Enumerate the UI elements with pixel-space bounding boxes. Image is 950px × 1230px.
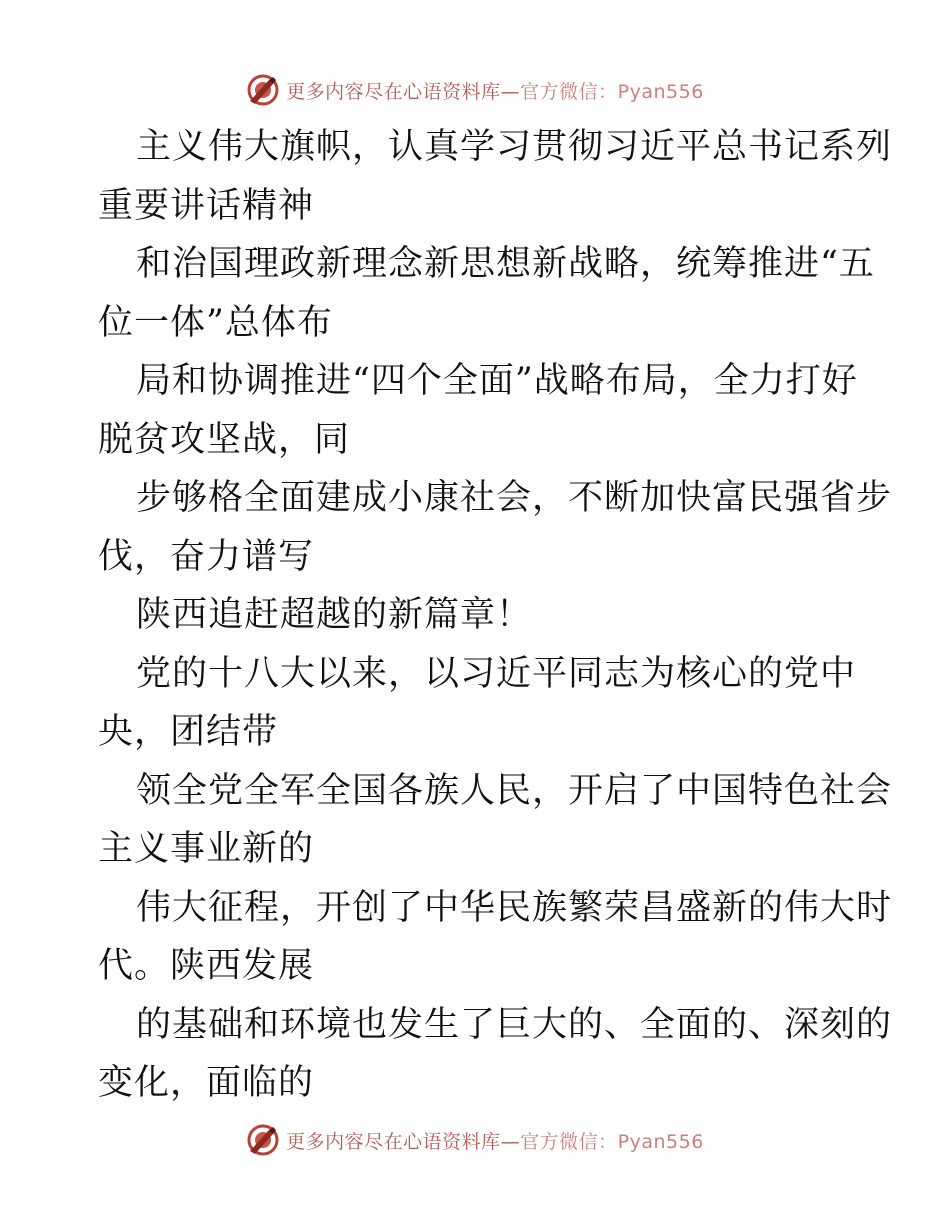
text-line: 主义事业新的 xyxy=(98,829,315,869)
header-watermark xyxy=(0,70,950,110)
watermark-text xyxy=(286,77,704,104)
pen-logo-icon xyxy=(246,73,280,107)
text-line: 重要讲话精神 xyxy=(98,185,315,226)
text-line: 伟大征程，开创了中华民族繁荣昌盛新的伟大时 xyxy=(136,887,893,928)
footer-watermark xyxy=(0,1120,950,1160)
text-line: 脱贫攻坚战，同 xyxy=(98,419,351,460)
watermark-brand: 更多内容尽在心语资料库— xyxy=(286,80,521,103)
pen-logo-icon xyxy=(246,1123,280,1157)
text-line: 局和协调推进“四个全面”战略布局，全力打好 xyxy=(136,361,858,401)
text-line: 伐，奋力谱写 xyxy=(98,536,315,577)
text-line: 和治国理政新理念新思想新战略，统筹推进“五 xyxy=(136,244,875,284)
watermark-wechat: 官方微信：Pyan556 xyxy=(520,80,704,103)
text-line: 主义伟大旗帜，认真学习贯彻习近平总书记系列 xyxy=(136,127,893,167)
watermark-text xyxy=(286,1127,704,1154)
text-line: 陕西追赶超越的新篇章！ xyxy=(136,595,533,635)
document-body xyxy=(98,118,893,1113)
text-line: 的基础和环境也发生了巨大的、全面的、深刻的 xyxy=(136,1004,893,1045)
text-line: 领全党全军全国各族人民，开启了中国特色社会 xyxy=(136,770,893,811)
text-line: 步够格全面建成小康社会，不断加快富民强省步 xyxy=(136,478,893,518)
watermark-wechat: 官方微信：Pyan556 xyxy=(520,1130,704,1153)
text-line: 变化，面临的 xyxy=(98,1063,315,1103)
text-line: 党的十八大以来，以习近平同志为核心的党中 xyxy=(136,653,857,694)
text-line: 代。陕西发展 xyxy=(98,946,315,986)
watermark-brand: 更多内容尽在心语资料库— xyxy=(286,1130,521,1153)
text-line: 央，团结带 xyxy=(98,712,279,752)
text-line: 位一体”总体布 xyxy=(98,302,333,343)
